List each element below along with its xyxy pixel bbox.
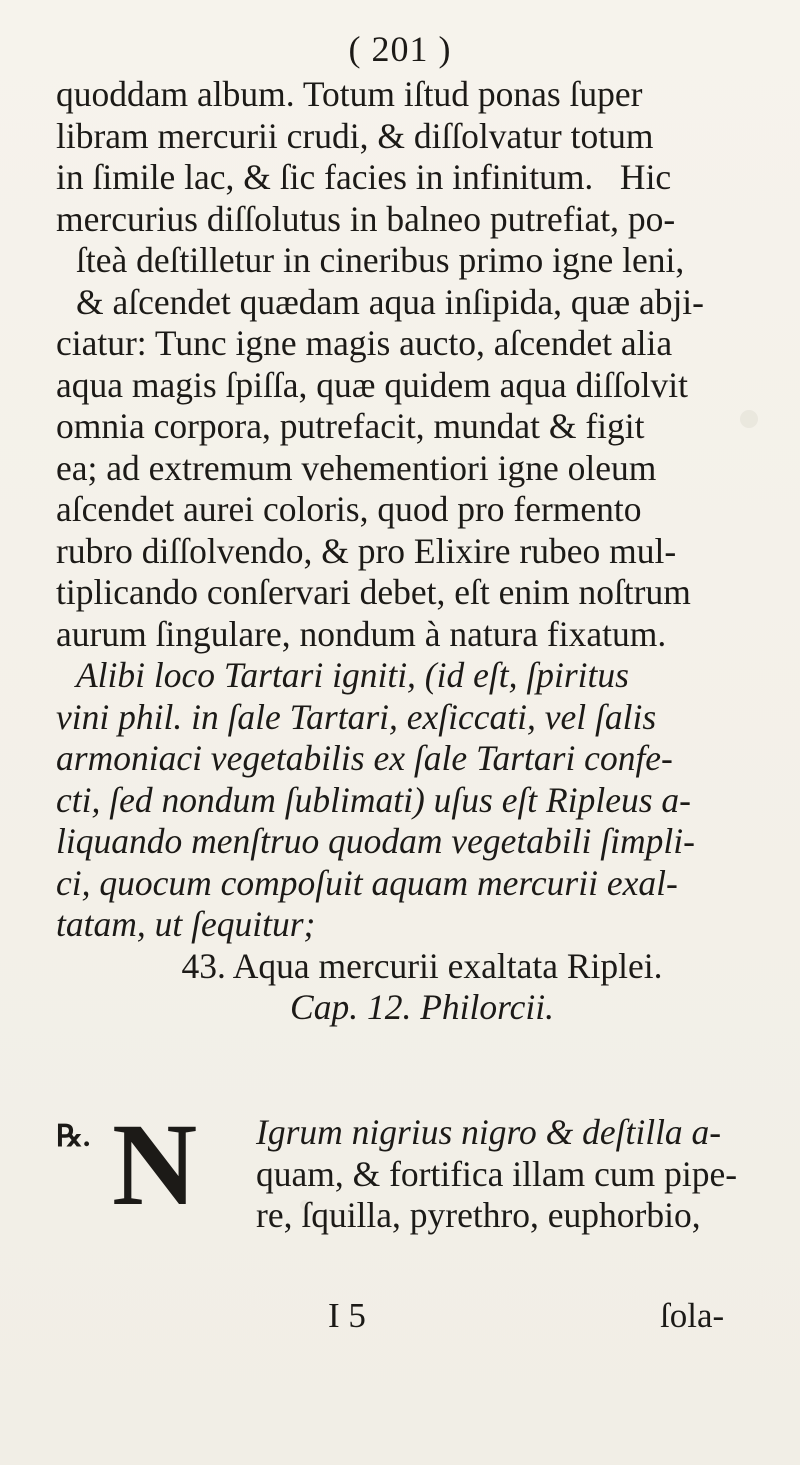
signature-mark: I 5 <box>328 1296 366 1335</box>
text-line: quoddam album. Totum iſtud ponas ſuper <box>56 74 643 114</box>
chapter-subheading: Cap. 12. Philorcii. <box>290 987 554 1027</box>
text-line: & aſcendet quædam aqua inſipida, quæ abji- <box>76 281 704 322</box>
recipe-block <box>56 1099 788 1237</box>
text-line: aqua magis ſpiſſa, quæ quidem aqua diſſolvit <box>56 364 688 405</box>
recipe-line: quam, & fortifica illam cum pipe- <box>256 1153 738 1194</box>
recipe-line <box>256 1112 788 1154</box>
text-line: aurum ſingulare, nondum à natura fixatum. <box>56 613 667 654</box>
text-line: ciatur: Tunc igne magis aucto, aſcendet alia <box>56 323 673 363</box>
italic-line: cti, ſed nondum ſublimati) uſus eſt Ripleus a- <box>56 779 691 820</box>
text-line: libram mercurii crudi, & diſſolvatur totum <box>56 115 654 156</box>
text-line: rubro diſſolvendo, & pro Elixire rubeo mul- <box>56 530 677 571</box>
recipe-line: re, ſquilla, pyrethro, euphorbio, <box>256 1195 701 1235</box>
text-line: aſcendet aurei coloris, quod pro fermento <box>56 489 642 529</box>
italic-line: ci, quocum compoſuit aquam mercurii exal- <box>56 862 678 903</box>
main-text <box>56 74 788 1029</box>
drop-cap: N <box>112 1099 198 1230</box>
italic-line: armoniaci vegetabilis ex ſale Tartari confe- <box>56 738 673 778</box>
text-line: ea; ad extremum vehementiori igne oleum <box>56 447 657 488</box>
section-heading: 43. Aqua mercurii exaltata Riplei. <box>181 945 663 986</box>
text-line: ſteà deſtilletur in cineribus primo igne leni, <box>76 240 685 280</box>
italic-line: Alibi loco Tartari igniti, (id eſt, ſpiritus <box>76 655 629 695</box>
text-line: in ſimile lac, & ſic facies in infinitum. Hic <box>56 157 672 197</box>
italic-line: tatam, ut ſequitur; <box>56 904 316 944</box>
text-line: tiplicando conſervari debet, eſt enim noſtrum <box>56 572 691 612</box>
italic-line: liquando menſtruo quodam vegetabili ſimpli- <box>56 821 695 861</box>
catchword: ſola- <box>660 1296 725 1335</box>
page-number: ( 201 ) <box>348 29 452 69</box>
recipe-line-text: Igrum nigrius nigro & deſtilla a- <box>256 1112 722 1152</box>
text-line: mercurius diſſolutus in balneo putrefiat, po- <box>56 198 676 239</box>
recipe-symbol: ℞. <box>56 1120 91 1153</box>
text-line: omnia corpora, putrefacit, mundat & figit <box>56 406 645 446</box>
italic-line: vini phil. in ſale Tartari, exſiccati, vel ſalis <box>56 696 657 737</box>
